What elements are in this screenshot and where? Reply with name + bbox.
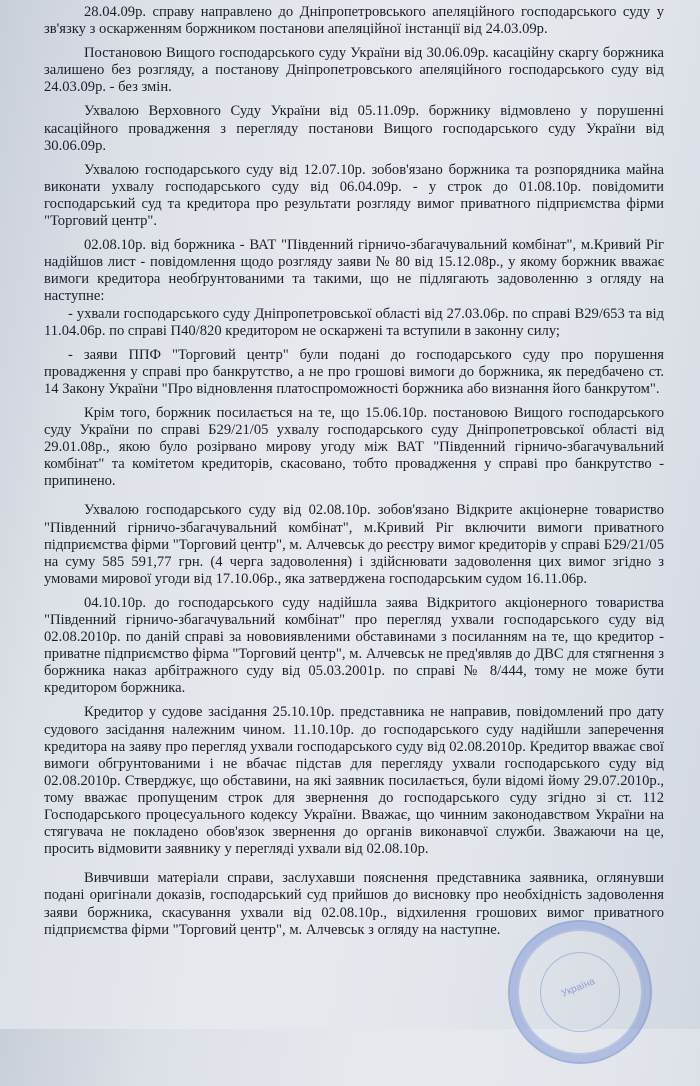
paragraph-7: - заяви ППФ "Торговий центр" були подані до господарського суду про порушення провадження у справі про банкрутство, а не про грошові вимоги до боржника, як передбачено ст. 14 Закону України "Про відновлення платоспроможності боржника або визнання його банкрутом". bbox=[44, 346, 664, 397]
paragraph-1: 28.04.09р. справу направлено до Дніпропетровського апеляційного господарського суду у зв'язку з оскарженням боржником постанови апеляційної інстанції від 24.03.09р. bbox=[44, 4, 664, 38]
paragraph-6: - ухвали господарського суду Дніпропетровської області від 27.03.06р. по справі В29/653 та від 11.04.06р. по справі П40/820 кредитором не оскаржені та вступили в законну силу; bbox=[44, 305, 664, 339]
paragraph-9: Ухвалою господарського суду від 02.08.10р. зобов'язано Відкрите акціонерне товариство "Південний гірничо-збагачувальний комбінат", м.Кривий Ріг включити вимоги приватного підприємства фірми "Торговий центр", м. Алчевськ до реєстру вимог кредиторів у справі Б29/21/05 на суму 585 591,77 грн. (4 черга задоволення) і здійснювати задоволення цих вимог згідно з умовами мирової угоди від 17.10.06р., яка затверджена господарським судом 16.11.06р. bbox=[44, 502, 664, 587]
paragraph-8: Крім того, боржник посилається на те, що 15.06.10р. постановою Вищого господарського суду України по справі Б29/21/05 ухвалу господарського суду Дніпропетровської області від 29.01.08р., якою було розірвано мирову угоду між ВАТ "Південний гірничо-збагачувальний комбінат" та комітетом кредиторів, скасовано, тобто провадження у справі про банкрутство - припинено. bbox=[44, 404, 664, 490]
paragraph-2: Постановою Вищого господарського суду України від 30.06.09р. касаційну скаргу боржника залишено без розгляду, а постанову Дніпропетровського апеляційного господарського суду від 24.03.09р. - без змін. bbox=[44, 45, 664, 96]
stamp-inner-ring bbox=[528, 940, 632, 1044]
paragraph-4: Ухвалою господарського суду від 12.07.10р. зобов'язано боржника та розпорядника майна виконати ухвалу господарського суду від 06.04.09р. - у строк до 01.08.10р. повідомити господарський суд та кредитора про результати розгляду вимог приватного підприємства фірми "Торговий центр". bbox=[44, 161, 664, 230]
stamp-text: Україна bbox=[559, 976, 597, 1000]
paragraph-11: Кредитор у судове засідання 25.10.10р. представника не направив, повідомлений про дату судового засідання належним чином. 11.10.10р. до господарського суду надійшли заперечення кредитора на заяву про перегляд ухвали господарського суду від 02.08.2010р. Кредитор вважає свої вимоги обгрунтованими і не вбачає підстав для перегляду ухвали господарського суду від 02.08.2010р. Стверджує, що обставини, на які заявник посилається, були відомі йому 29.07.2010р., тому вважає пропущеним строк для звернення до господарського суду згідно зі ст. 112 Господарського процесуального кодексу України. Вважає, що чинним законодавством України на стягувача не покладено обов'язок звернення до органів виконавчої служби. Зважаючи на це, просить відмовити заявнику у перегляді ухвали від 02.08.10р. bbox=[44, 704, 664, 858]
paragraph-3: Ухвалою Верховного Суду України від 05.11.09р. боржнику відмовлено у порушенні касаційного провадження з перегляду постанови Вищого господарського суду України від 30.06.09р. bbox=[44, 103, 664, 154]
paragraph-5: 02.08.10р. від боржника - ВАТ "Південний гірничо-збагачувальний комбінат", м.Кривий Ріг надійшов лист - повідомлення щодо розгляду заяви № 80 від 15.12.08р., у якому боржник вважає вимоги кредитора необґрунтованими та такими, що не підлягають задоволенню з огляду на наступне: bbox=[44, 237, 664, 305]
document-page bbox=[44, 4, 664, 939]
paragraph-10: 04.10.10р. до господарського суду надійшла заява Відкритого акціонерного товариства "Південний гірничо-збагачувальний комбінат" про перегляд ухвали господарського суду від 02.08.2010р. по даній справі за нововиявленими обставинами з посиланням на те, що кредитор - приватне підприємство фірма "Торговий центр", м. Алчевськ не пред'являв до ДВС для стягнення з боржника наказ арбітражного суду від 05.03.2001р. по справі № 8/444, тому не може бути кредитором боржника. bbox=[44, 594, 664, 697]
paragraph-12: Вивчивши матеріали справи, заслухавши пояснення представника заявника, оглянувши подані оригінали доказів, господарський суд прийшов до висновку про необхідність задоволення заяви боржника, скасування ухвали від 02.08.10р., відхилення грошових вимог приватного підприємства фірми "Торговий центр", м. Алчевськ з огляду на наступне. bbox=[44, 870, 664, 938]
